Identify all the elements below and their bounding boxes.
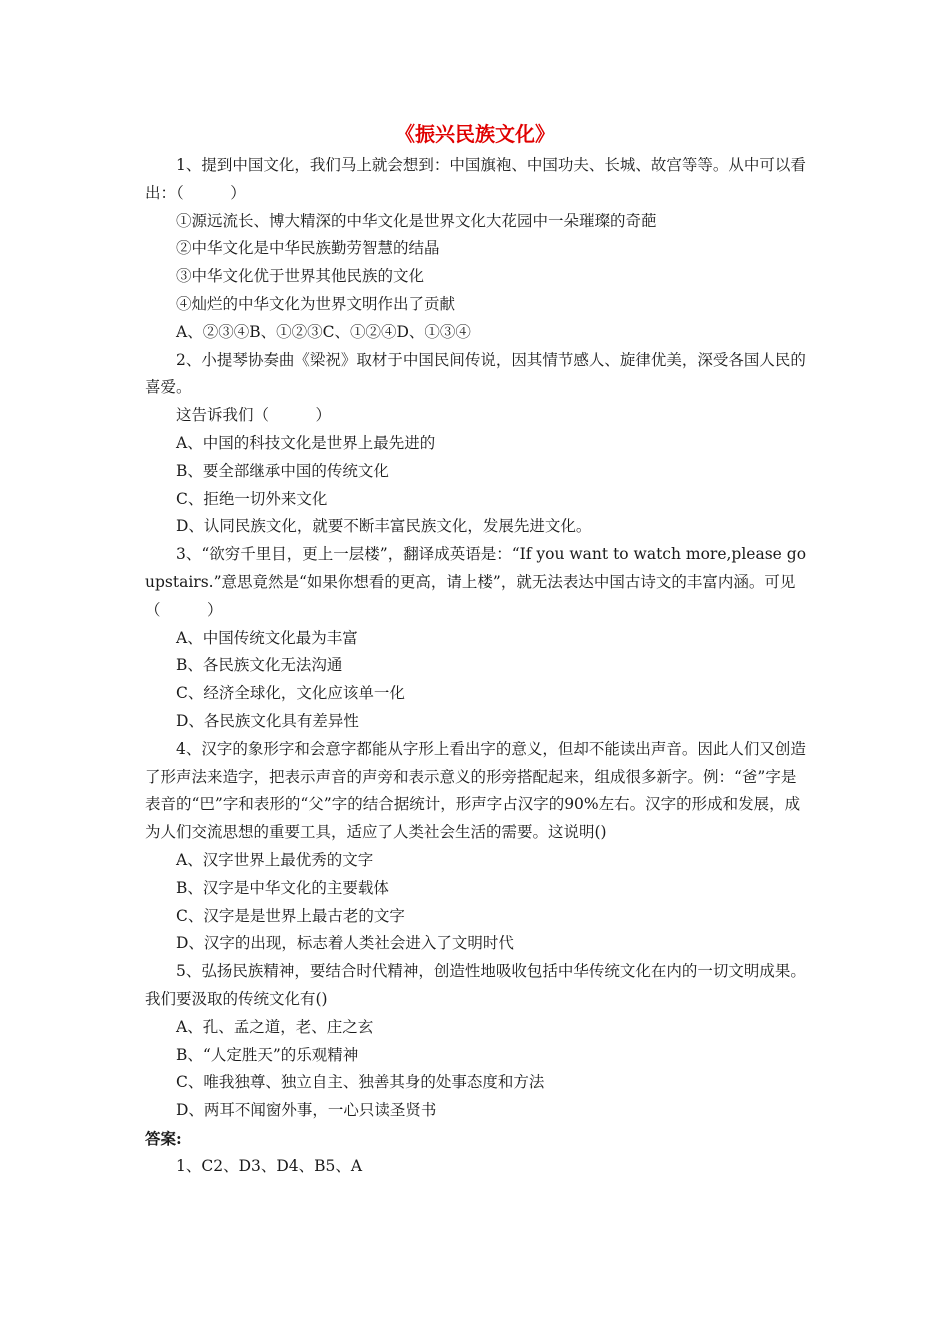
question-3-option-a: A、中国传统文化最为丰富	[176, 628, 358, 647]
question-1-stem: 1、提到中国文化，我们马上就会想到：中国旗袍、中国功夫、长城、故宫等等。从中可以看出：（ ）	[145, 156, 806, 202]
question-5-option-c: C、唯我独尊、独立自主、独善其身的处事态度和方法	[176, 1073, 545, 1092]
question-3-stem: 3、“欲穷千里目，更上一层楼”，翻译成英语是：“If you want to watch more,please go upstairs.”意思竟然是“如果你想看的更高，请上楼”，就无法表达中国古诗文的丰富内涵。可见（ ）	[145, 545, 807, 619]
question-5-option-b: B、“人定胜天”的乐观精神	[176, 1045, 359, 1064]
question-4-option-b: B、汉字是中华文化的主要载体	[176, 878, 389, 897]
question-5-option-d: D、两耳不闻窗外事，一心只读圣贤书	[176, 1101, 437, 1120]
question-2-option-a: A、中国的科技文化是世界上最先进的	[176, 433, 436, 452]
question-1-item-3: ③中华文化优于世界其他民族的文化	[176, 267, 425, 286]
question-4-option-c: C、汉字是是世界上最古老的文字	[176, 906, 405, 925]
question-3-option-c: C、经济全球化，文化应该单一化	[176, 684, 405, 703]
question-2-option-d: D、认同民族文化，就要不断丰富民族文化，发展先进文化。	[176, 517, 592, 536]
question-1-item-2: ②中华文化是中华民族勤劳智慧的结晶	[176, 239, 440, 258]
question-1-item-1: ①源远流长、博大精深的中华文化是世界文化大花园中一朵璀璨的奇葩	[176, 211, 657, 230]
question-1-item-4: ④灿烂的中华文化为世界文明作出了贡献	[176, 294, 456, 313]
document-body	[145, 152, 810, 1180]
question-4-stem: 4、汉字的象形字和会意字都能从字形上看出字的意义，但却不能读出声音。因此人们又创造了形声法来造字，把表示声音的声旁和表示意义的形旁搭配起来，组成很多新字。例：“爸”字是表音的“巴”字和表形的“父”字的结合据统计，形声字占汉字的90%左右。汉字的形成和发展，成为人们交流思想的重要工具，适应了人类社会生活的需要。这说明()	[145, 739, 806, 842]
question-1-options: A、②③④B、①②③C、①②④D、①③④	[176, 322, 471, 341]
question-2-sub: 这告诉我们（ ）	[176, 406, 332, 425]
question-5-option-a: A、孔、孟之道，老、庄之玄	[176, 1017, 374, 1036]
document-title: 《振兴民族文化》	[395, 122, 555, 146]
question-2-option-c: C、拒绝一切外来文化	[176, 489, 328, 508]
question-3-option-b: B、各民族文化无法沟通	[176, 656, 343, 675]
question-4-option-a: A、汉字世界上最优秀的文字	[176, 850, 374, 869]
question-2-stem: 2、小提琴协奏曲《梁祝》取材于中国民间传说，因其情节感人、旋律优美，深受各国人民的喜爱。	[145, 350, 806, 397]
question-5-stem: 5、弘扬民族精神，要结合时代精神，创造性地吸收包括中华传统文化在内的一切文明成果。我们要汲取的传统文化有()	[145, 962, 806, 1008]
answers-label: 答案:	[145, 1128, 182, 1148]
answers-text: 1、C2、D3、D4、B5、A	[176, 1156, 363, 1175]
question-3-option-d: D、各民族文化具有差异性	[176, 711, 359, 730]
question-4-option-d: D、汉字的出现，标志着人类社会进入了文明时代	[176, 934, 514, 953]
question-2-option-b: B、要全部继承中国的传统文化	[176, 461, 389, 480]
